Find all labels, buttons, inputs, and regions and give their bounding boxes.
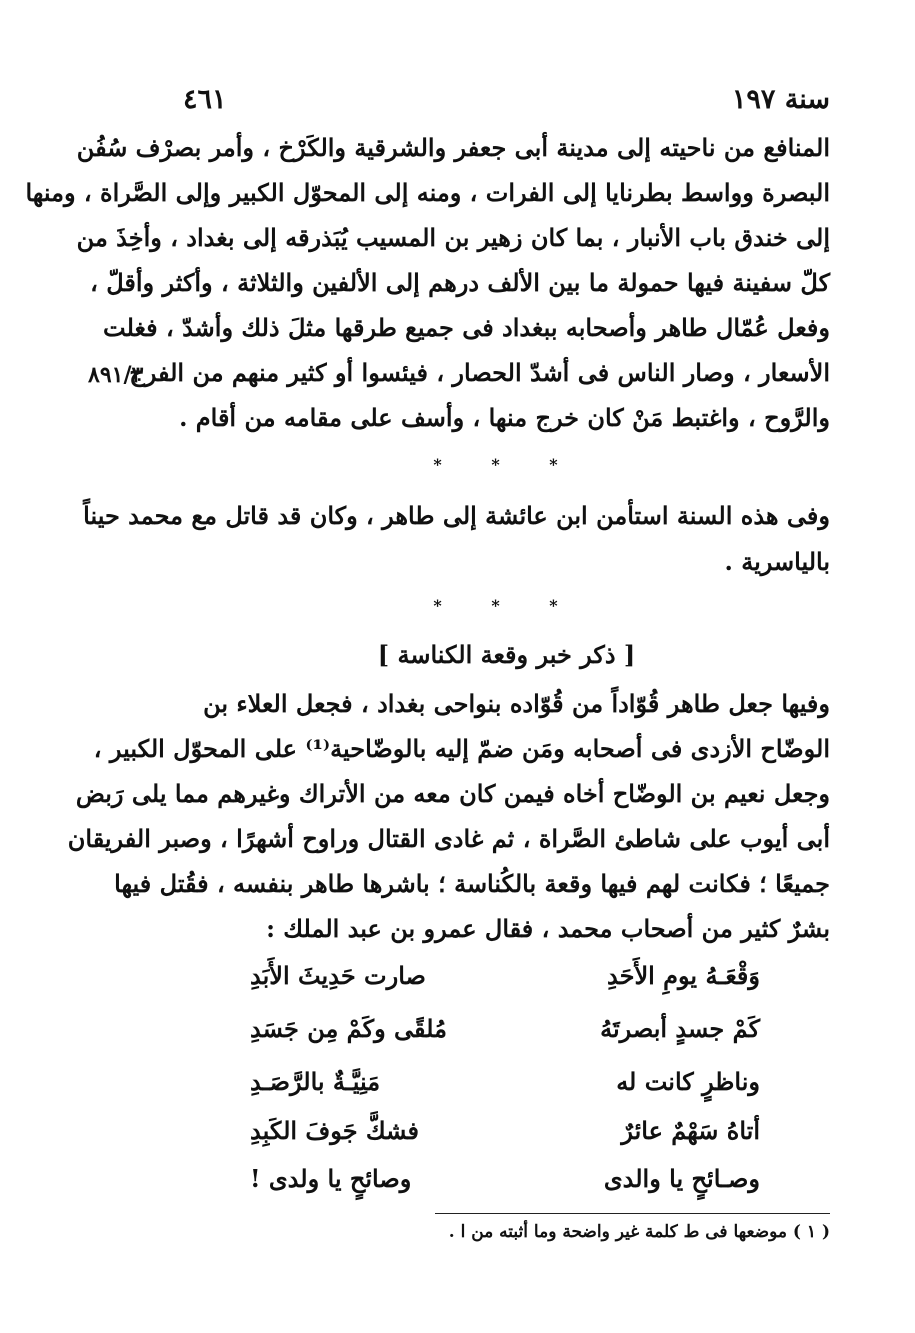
poem-verse	[250, 1115, 760, 1146]
paragraph-line: وفيها جعل طاهر قُوّاداً من قُوّاده بنواحى بغداد ، فجعل العلاء بن	[203, 689, 830, 718]
paragraph-line: والرَّوح ، واغتبط مَنْ كان خرج منها ، وأسف على مقامه من أقام .	[179, 403, 830, 432]
paragraph-line: المنافع من ناحيته إلى مدينة أبى جعفر والشرقية والكَرْخ ، وأمر بصرْف سُفُن	[76, 133, 830, 162]
poem-verse	[250, 1066, 760, 1097]
page-header	[183, 84, 830, 124]
verse-second-hemistich: فشكَّ جَوفَ الكَبِدِ	[250, 1116, 420, 1145]
paragraph-line: البصرة وواسط بطرنايا إلى الفرات ، ومنه إلى المحوّل الكبير وإلى الصَّراة ، ومنها	[25, 178, 830, 207]
verse-second-hemistich: وصائحٍ يا ولدى !	[250, 1164, 412, 1193]
poem-verse	[250, 1163, 760, 1194]
section-separator: * * *	[433, 596, 580, 615]
paragraph-line: الوضّاح الأزدى فى أصحابه ومَن ضمّ إليه بالوضّاحية⁽¹⁾ على المحوّل الكبير ،	[93, 734, 830, 763]
paragraph-line: إلى خندق باب الأنبار ، بما كان زهير بن المسيب يُبَذرقه إلى بغداد ، وأخِذَ من	[76, 223, 830, 252]
verse-second-hemistich: صارت حَدِيثَ الأَبَدِ	[250, 961, 426, 990]
paragraph-line: بالياسرية .	[724, 547, 830, 576]
paragraph-line: وجعل نعيم بن الوضّاح أخاه فيمن كان معه من الأتراك وغيرهم مما يلى رَبض	[75, 779, 830, 808]
verse-first-hemistich: كَمْ جسدٍ أبصرتَهُ	[600, 1014, 760, 1043]
page-number: ٤٦١	[183, 84, 227, 115]
paragraph-line: كلّ سفينة فيها حمولة ما بين الألف درهم إلى الألفين والثلاثة ، وأكثر وأقلّ ،	[90, 268, 830, 297]
paragraph-line: بشرٌ كثير من أصحاب محمد ، فقال عمرو بن عبد الملك :	[266, 914, 830, 943]
verse-first-hemistich: أتاهُ سَهْمٌ عائرٌ	[621, 1116, 760, 1145]
verse-first-hemistich: وصـائحٍ يا والدى	[603, 1164, 760, 1193]
running-head-year: سنة ١٩٧	[731, 84, 830, 115]
margin-reference: ٨٩١/٣	[88, 362, 144, 388]
footnote: ( ١ ) موضعها فى ط كلمة غير واضحة وما أثبته من ا .	[448, 1222, 830, 1242]
section-heading: [ ذكر خبر وقعة الكناسة ]	[377, 640, 636, 669]
paragraph-line: وفى هذه السنة استأمن ابن عائشة إلى طاهر ، وكان قد قاتل مع محمد حيناً	[83, 501, 830, 530]
verse-first-hemistich: وَقْعَـهُ يومِ الأَحَدِ	[607, 961, 760, 990]
verse-first-hemistich: وناظرٍ كانت له	[616, 1067, 760, 1096]
paragraph-line: الأسعار ، وصار الناس فى أشدّ الحصار ، فيئسوا أو كثير منهم من الفرج	[129, 358, 830, 387]
poem-verse	[250, 960, 760, 991]
paragraph-line: جميعًا ؛ فكانت لهم فيها وقعة بالكُناسة ؛ باشرها طاهر بنفسه ، فقُتل فيها	[114, 869, 830, 898]
footnote-divider	[435, 1213, 830, 1214]
paragraph-line: وفعل عُمّال طاهر وأصحابه ببغداد فى جميع طرقها مثلَ ذلك وأشدّ ، فغلت	[103, 313, 830, 342]
verse-second-hemistich: مُلقًى وكَمْ مِن جَسَدِ	[250, 1014, 447, 1043]
paragraph-line: أبى أيوب على شاطئ الصَّراة ، ثم غادى القتال وراوح أشهرًا ، وصبر الفريقان	[67, 824, 830, 853]
poem-verse	[250, 1013, 760, 1044]
verse-second-hemistich: مَنِيَّـةٌ بالرَّصَـدِ	[250, 1067, 381, 1096]
section-separator: * * *	[433, 455, 580, 474]
